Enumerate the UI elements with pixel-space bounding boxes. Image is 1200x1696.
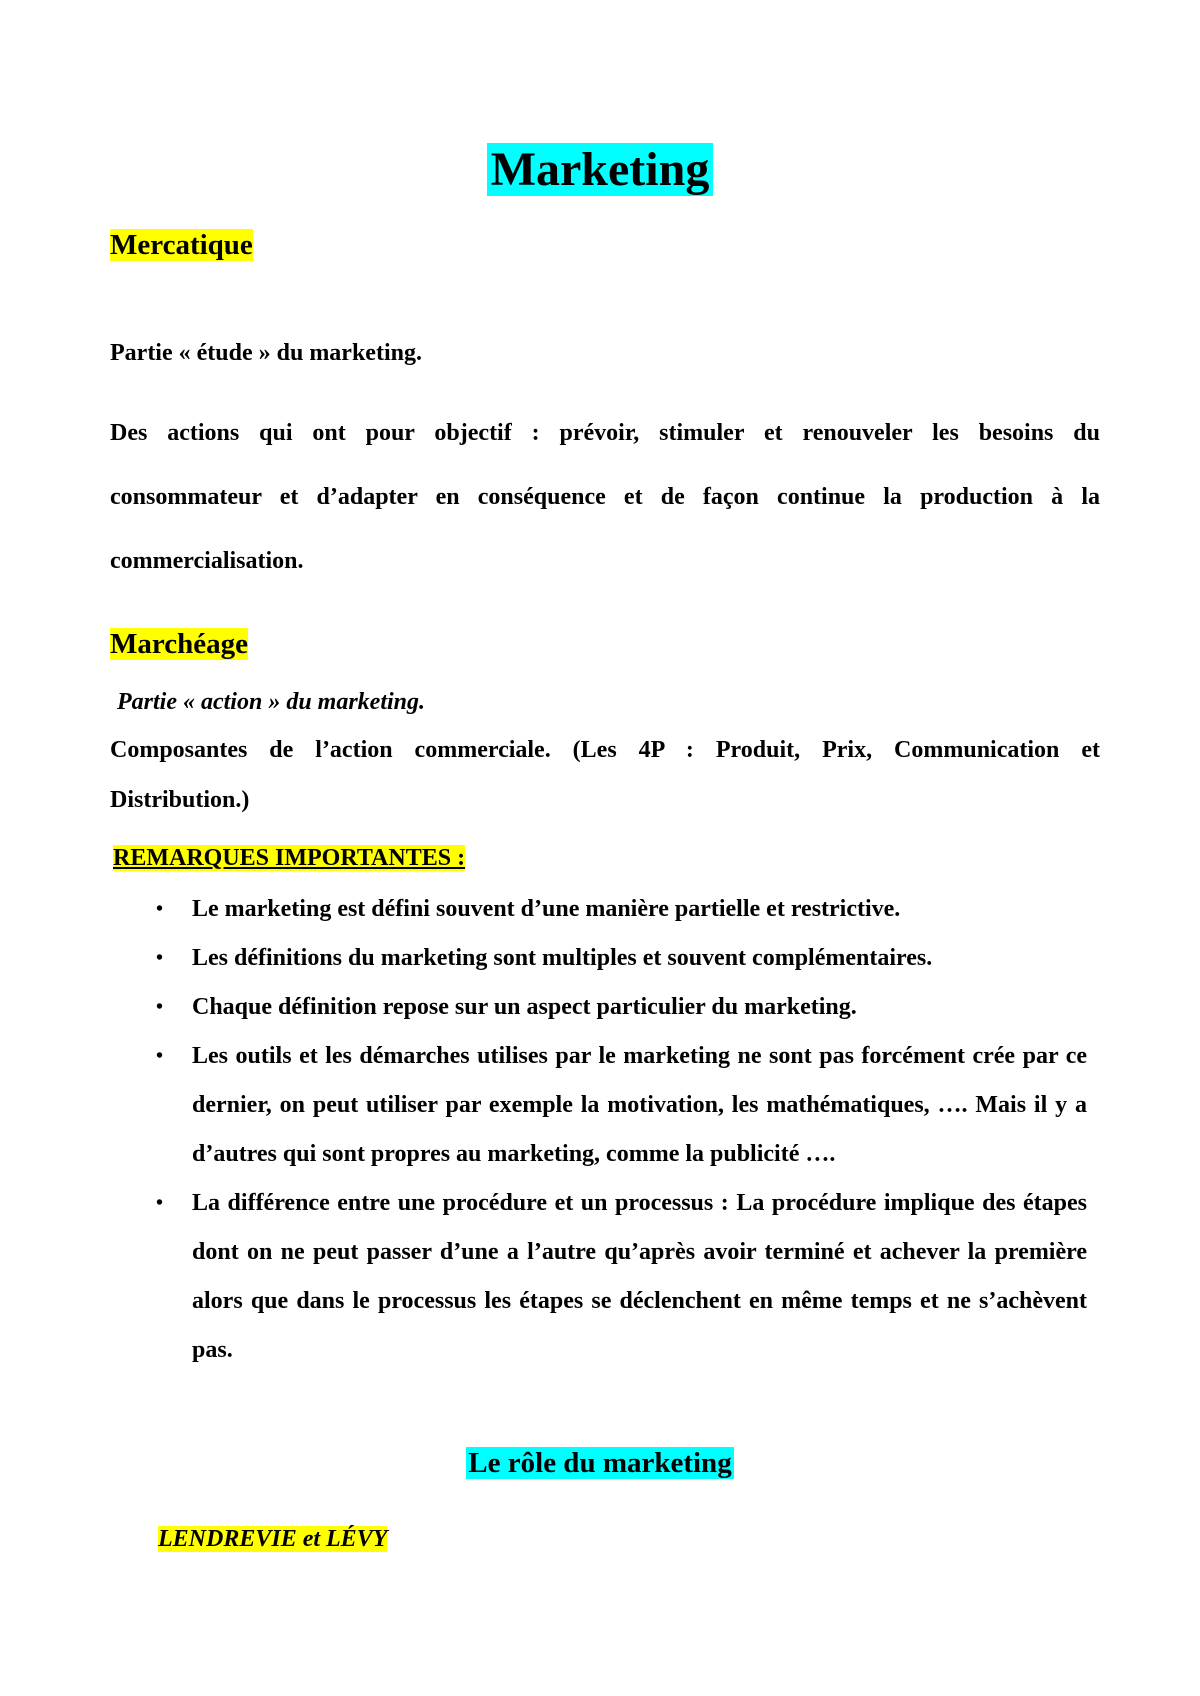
bullet-icon: •	[156, 1045, 164, 1067]
marcheage-paragraph-line-2: Distribution.)	[110, 787, 250, 813]
list-item: • Chaque définition repose sur un aspect particulier du marketing.	[152, 983, 1087, 1032]
mercatique-paragraph-line-3: commercialisation.	[110, 548, 304, 574]
heading-marcheage: Marchéage	[110, 628, 248, 660]
heading-role: Le rôle du marketing	[468, 1447, 732, 1479]
remarques-list	[152, 885, 1087, 1375]
list-item: • Les outils et les démarches utilises par le marketing ne sont pas forcément crée par ce dernier, on peut utiliser par exemple la motivation, les mathématiques, …. Mais il y a d’autres qui sont propres au marketing, comme la publicité ….	[152, 1032, 1087, 1179]
heading-mercatique: Mercatique	[110, 229, 253, 261]
list-item: • Le marketing est défini souvent d’une manière partielle et restrictive.	[152, 885, 1087, 934]
bullet-icon: •	[156, 898, 164, 920]
mercatique-definition: Partie « étude » du marketing.	[110, 340, 422, 366]
page-title	[0, 140, 1200, 200]
heading-remarques: REMARQUES IMPORTANTES :	[113, 845, 466, 871]
bullet-icon: •	[156, 996, 164, 1018]
mercatique-paragraph-line-1: Des actions qui ont pour objectif : prévoir, stimuler et renouveler les besoins du	[110, 420, 1100, 446]
marcheage-definition: Partie « action » du marketing.	[117, 689, 426, 715]
bullet-icon: •	[156, 1192, 164, 1214]
marcheage-paragraph-line-1: Composantes de l’action commerciale. (Les 4P : Produit, Prix, Communication et	[110, 737, 1100, 763]
list-item: • La différence entre une procédure et un processus : La procédure implique des étapes dont on ne peut passer d’une a l’autre qu’après avoir terminé et achever la première alors que dans le processus les étapes se déclenchent en même temps et ne s’achèvent pas.	[152, 1179, 1087, 1375]
page-title-text: Marketing	[487, 143, 714, 196]
bullet-icon: •	[156, 947, 164, 969]
subheading-lendrevie-levy: LENDREVIE et LÉVY	[158, 1526, 388, 1552]
list-item: • Les définitions du marketing sont multiples et souvent complémentaires.	[152, 934, 1087, 983]
mercatique-paragraph-line-2: consommateur et d’adapter en conséquence et de façon continue la production à la	[110, 484, 1100, 510]
